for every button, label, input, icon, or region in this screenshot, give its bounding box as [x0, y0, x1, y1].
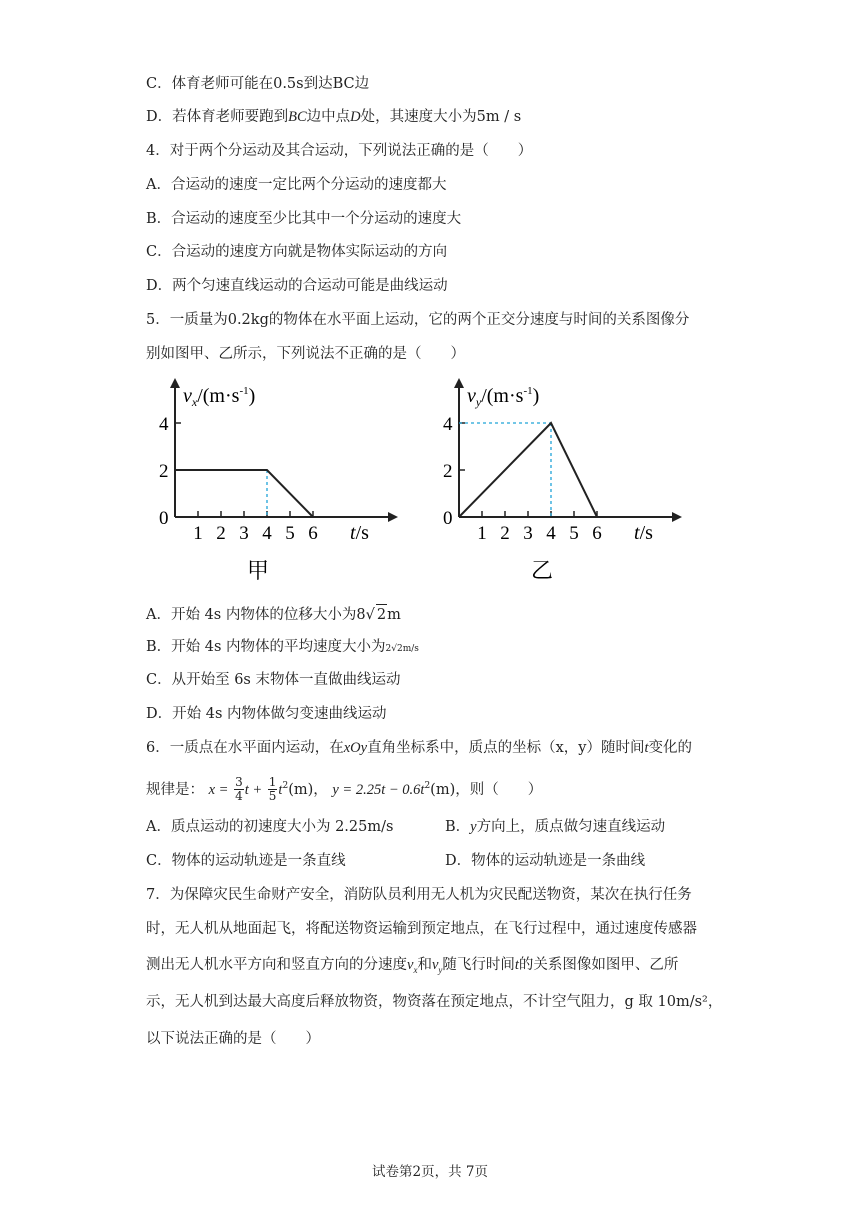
q6b-y: y	[470, 819, 477, 835]
x-tick-label: 2	[216, 523, 226, 544]
q6-frac-2-den: 5	[268, 789, 277, 804]
q5a-text: A．开始 4s 内物体的位移大小为	[146, 607, 357, 623]
q5a-coef: 8	[356, 607, 366, 623]
q7-text-4: 的关系图像如图甲、乙所	[518, 957, 679, 973]
q6b-text-2: 方向上，质点做匀速直线运动	[476, 819, 666, 835]
q3-option-d	[146, 107, 521, 127]
q6-t: t	[644, 740, 649, 756]
x-axis-label: t/s	[634, 522, 653, 544]
q4-option-b: B．合运动的速度至少比其中一个分运动的速度大	[146, 211, 462, 227]
q5a-radicand: 2	[376, 604, 387, 625]
q6-option-a: A．质点运动的初速度大小为 2.25m/s	[146, 819, 394, 835]
q6-frac-2	[268, 776, 278, 803]
q7-text-2: 和	[417, 957, 432, 973]
q6-stem-1	[146, 738, 692, 758]
chart-caption: 乙	[530, 559, 554, 584]
q7-text-1: 测出无人机水平方向和竖直方向的分速度	[146, 957, 407, 973]
q6-stem-2	[146, 771, 542, 805]
y-tick-label: 2	[159, 461, 169, 482]
x-tick-label: 5	[285, 523, 295, 544]
q6-frac-1-num: 3	[235, 775, 243, 790]
y-axis-label: $v_y/(m\cdot s^{-1})$	[467, 385, 540, 409]
chart-caption: 甲	[246, 559, 270, 584]
q5b-text: B．开始 4s 内物体的平均速度大小为	[146, 639, 386, 655]
q6-text-4: 规律是：	[146, 781, 204, 798]
q5-option-d: D．开始 4s 内物体做匀变速曲线运动	[146, 706, 387, 722]
q6-text-3: 变化的	[648, 740, 692, 756]
y-axis-arrow	[170, 378, 180, 388]
q7-vx-sub: x	[413, 964, 418, 975]
series-line	[459, 423, 597, 517]
q6-frac-1-den: 4	[235, 789, 243, 804]
q6-sq-1: 2	[282, 781, 289, 791]
x-tick-label: 3	[523, 523, 533, 544]
q6b-text-1: B．	[445, 819, 471, 835]
q7-stem-5: 以下说法正确的是（ ）	[146, 1031, 320, 1047]
q3d-text-1: D．若体育老师要跑到	[146, 109, 289, 125]
q3d-text-3: 处，其速度大小为5m / s	[360, 109, 522, 125]
q6-text-2: 直角坐标系中，质点的坐标（x，y）随时间	[367, 740, 645, 756]
q3d-d: D	[350, 109, 361, 125]
y-tick-label: 2	[443, 461, 453, 482]
q6-t-plus: t +	[244, 781, 263, 798]
x-axis-arrow	[388, 512, 398, 522]
q6-text-1: 6．一质点在水平面内运动，在	[146, 740, 344, 756]
q7-stem-1: 7．为保障灾民生命财产安全，消防队员利用无人机为灾民配送物资，某次在执行任务	[146, 887, 692, 903]
q5b-value: 2√2m/s	[385, 644, 419, 654]
x-tick-label: 4	[546, 523, 556, 544]
x-axis-arrow	[672, 512, 682, 522]
vy-t-chart	[434, 378, 734, 588]
series-line	[175, 470, 313, 517]
q3-option-c: C．体育老师可能在0.5s到达BC边	[146, 76, 370, 92]
q7-vy-sub: y	[438, 964, 443, 975]
q3d-bc: BC	[288, 109, 307, 125]
q7-stem-4: 示，无人机到达最大高度后释放物资，物资落在预定地点，不计空气阻力，g 取 10m/s²，	[146, 994, 723, 1010]
origin-label: 0	[443, 508, 453, 529]
q3d-text-2: 边中点	[306, 109, 351, 125]
x-tick-label: 6	[308, 523, 318, 544]
q6-frac-1	[234, 776, 244, 803]
q6-m1: (m)，	[288, 781, 328, 798]
q5a-unit: m	[387, 607, 401, 623]
x-tick-label: 3	[239, 523, 249, 544]
q6-option-c: C．物体的运动轨迹是一条直线	[146, 853, 346, 869]
x-tick-label: 4	[262, 523, 272, 544]
q4-option-a: A．合运动的速度一定比两个分运动的速度都大	[146, 177, 447, 193]
y-axis-label: $v_x/(m\cdot s^{-1})$	[183, 385, 256, 409]
q5-option-b	[146, 637, 419, 659]
q7-text-3: 随飞行时间	[442, 957, 515, 973]
x-tick-label: 1	[193, 523, 203, 544]
q7-vy: v	[431, 957, 439, 973]
origin-label: 0	[159, 508, 169, 529]
x-tick-label: 6	[592, 523, 602, 544]
q4-option-c: C．合运动的速度方向就是物体实际运动的方向	[146, 244, 448, 260]
q6-option-b	[445, 817, 665, 837]
q6-x-eq: x =	[208, 781, 229, 798]
q5-stem-2: 别如图甲、乙所示，下列说法不正确的是（ ）	[146, 346, 465, 362]
y-tick-label: 4	[159, 414, 169, 435]
x-tick-label: 1	[477, 523, 487, 544]
q6-y-eq: y = 2.25t − 0.6t	[332, 781, 425, 798]
x-axis-label: t/s	[350, 522, 369, 544]
q7-stem-3	[146, 955, 678, 980]
q6-t2: t	[278, 781, 283, 798]
q7-vx: v	[407, 957, 414, 973]
q5-stem-1: 5．一质量为0.2kg的物体在水平面上运动，它的两个正交分速度与时间的关系图像分	[146, 312, 690, 328]
q4-stem: 4．对于两个分运动及其合运动，下列说法正确的是（ ）	[146, 143, 533, 159]
x-tick-label: 2	[500, 523, 510, 544]
y-axis-arrow	[454, 378, 464, 388]
q5-option-c: C．从开始至 6s 末物体一直做曲线运动	[146, 672, 401, 688]
q7-t: t	[514, 957, 519, 973]
q4-option-d: D．两个匀速直线运动的合运动可能是曲线运动	[146, 278, 448, 294]
x-tick-label: 5	[569, 523, 579, 544]
q6-m2: (m)，则（ ）	[430, 781, 543, 798]
q5-option-a	[146, 604, 401, 625]
q6-frac-2-num: 1	[268, 775, 277, 790]
q6-option-d: D．物体的运动轨迹是一条曲线	[445, 853, 646, 869]
vx-t-chart	[150, 378, 450, 588]
page-footer: 试卷第2页，共 7页	[372, 1164, 488, 1180]
q7-stem-2: 时，无人机从地面起飞，将配送物资运输到预定地点，在飞行过程中，通过速度传感器	[146, 921, 697, 937]
y-tick-label: 4	[443, 414, 453, 435]
q6-xoy: xOy	[343, 740, 368, 756]
q5a-sqrt-sign: √	[365, 607, 375, 623]
q6-sq-2: 2	[424, 781, 431, 791]
